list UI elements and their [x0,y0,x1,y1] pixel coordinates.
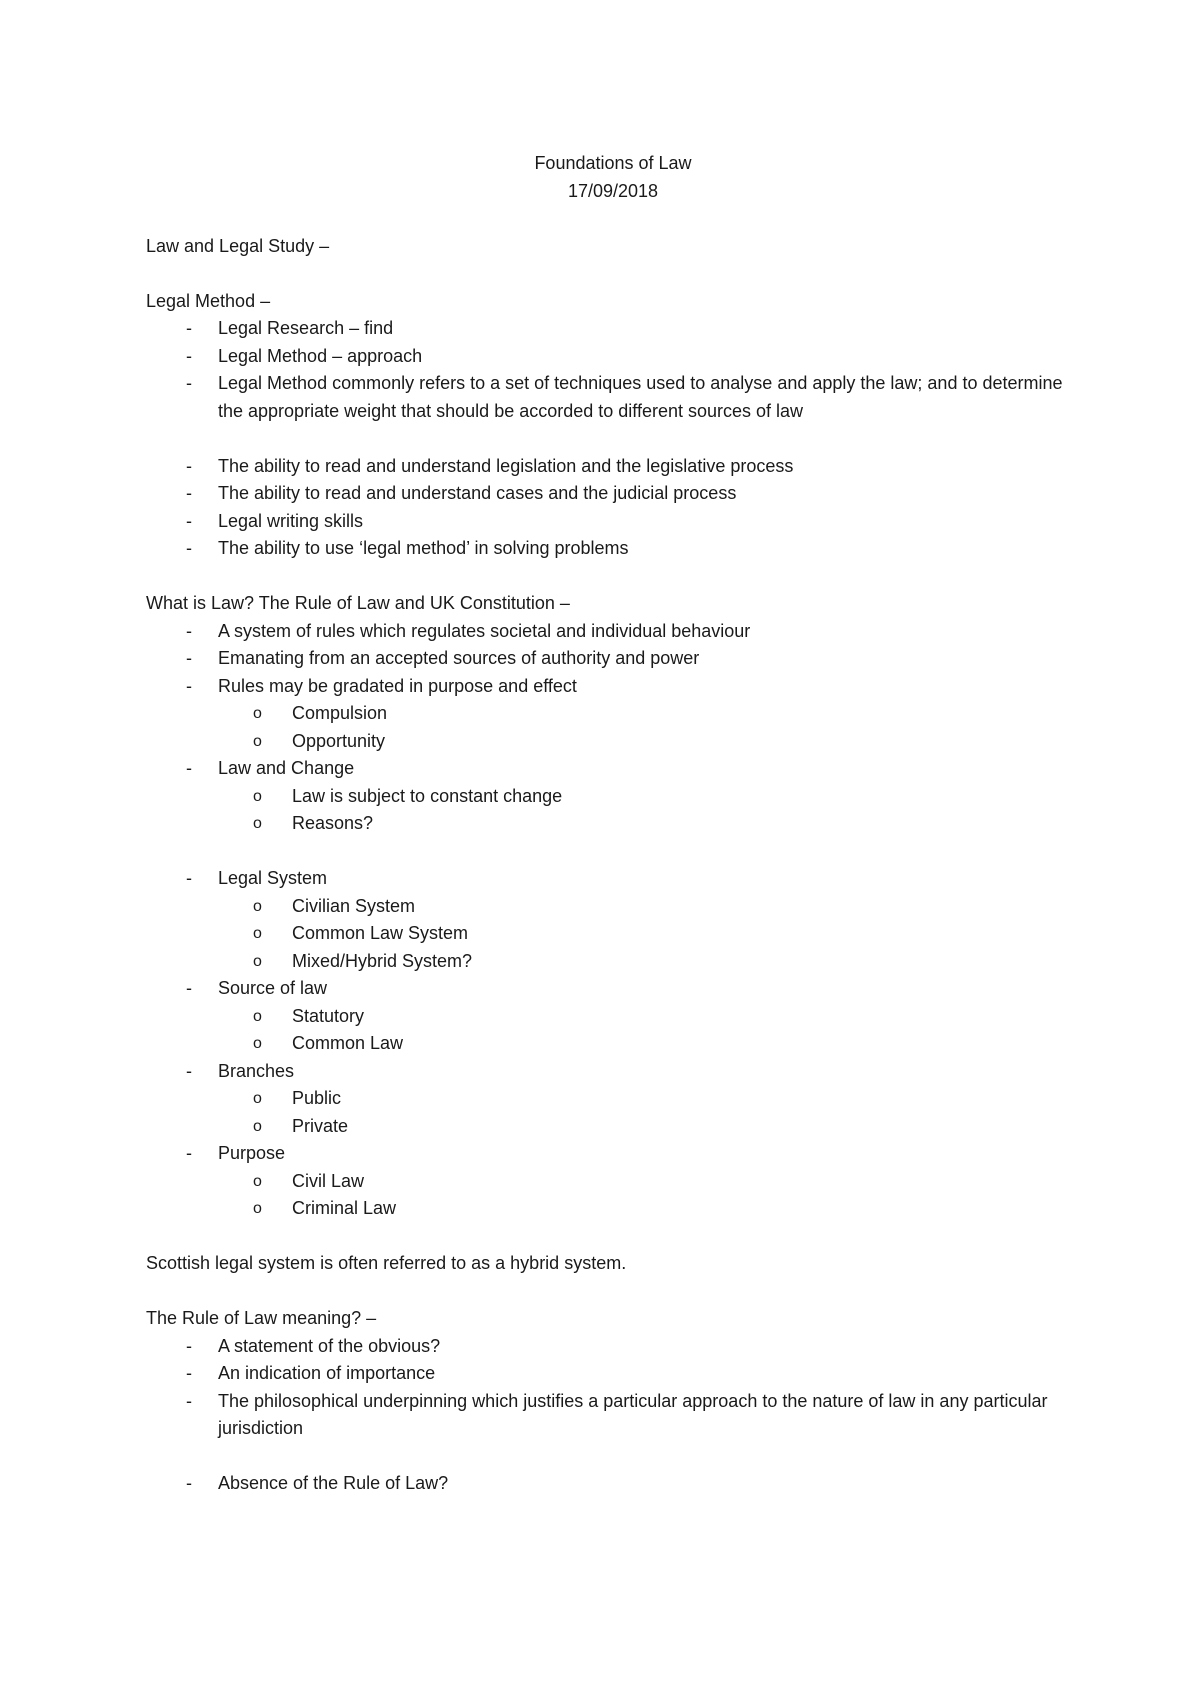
sub-list-item [146,1168,1080,1196]
sub-list-item [146,1030,1080,1058]
dash-marker: - [186,868,192,888]
sub-list-item [146,948,1080,976]
list-item-text: Legal Method commonly refers to a set of techniques used to analyse and apply the law; and to determine the appropriate weight that should be accorded to different sources of law [218,373,1063,421]
spacer [146,1278,1080,1306]
list-item-text: Legal writing skills [218,510,364,531]
dash-marker: - [186,675,192,696]
list-item [146,343,1080,371]
bullet-marker: o [253,1090,262,1107]
sub-list-item [146,700,1080,728]
list-item-text: Purpose [218,1143,286,1163]
spacer [146,1443,1080,1471]
list-item [146,508,1080,536]
sub-list-item [146,1085,1080,1113]
dash-marker: - [186,1143,192,1163]
list-item [146,673,1080,701]
list-item-text: A statement of the obvious? [218,1335,441,1356]
spacer [146,425,1080,453]
list-item [146,1140,1080,1168]
list-item [146,370,1080,425]
dash-marker: - [186,483,192,503]
sub-list-item-text: Private [292,1115,349,1136]
list-item-text: The philosophical underpinning which justifies a particular approach to the nature of law in any particular jurisdiction [218,1390,1048,1438]
spacer [146,260,1080,288]
list-item [146,1058,1080,1086]
list-item [146,453,1080,481]
spacer [146,1223,1080,1251]
bullet-marker: o [253,815,262,832]
bullet-marker: o [253,705,262,722]
sub-list-item-text: Statutory [292,1005,365,1026]
list-item-text: Legal Research – find [218,318,394,338]
list-item [146,315,1080,343]
list-item-text: An indication of importance [218,1363,436,1383]
sub-list-item-text: Civilian System [292,895,416,916]
spacer [146,205,1080,233]
dash-marker: - [186,1363,192,1383]
bullet-marker: o [253,1200,262,1217]
dash-marker: - [186,455,192,476]
list-item-text: Emanating from an accepted sources of authority and power [218,648,700,668]
list-item [146,865,1080,893]
bullet-marker: o [253,732,262,750]
dash-marker: - [186,538,192,558]
list-item-text: Rules may be gradated in purpose and effect [218,675,577,696]
list-item-text: Source of law [218,978,328,998]
list-item-text: The ability to use ‘legal method’ in solving problems [218,538,629,558]
list-item-text: Law and Change [218,758,355,778]
scottish-statement: Scottish legal system is often referred to as a hybrid system. [146,1253,627,1273]
heading-legal-method: Legal Method – [146,290,271,311]
list-item [146,1333,1080,1361]
list-item-text: Legal Method – approach [218,345,423,366]
document-date: 17/09/2018 [567,180,659,201]
dash-marker: - [186,373,192,393]
heading-what-is-law: What is Law? The Rule of Law and UK Constitution – [146,593,570,613]
dash-marker: - [186,1473,192,1493]
bullet-marker: o [253,1007,262,1025]
list-item [146,618,1080,646]
sub-list-item-text: Law is subject to constant change [292,785,563,806]
list-item [146,1388,1080,1443]
bullet-marker: o [253,925,262,942]
list-item [146,1360,1080,1388]
sub-list-item [146,1113,1080,1141]
sub-list-item-text: Reasons? [292,813,374,833]
list-item [146,645,1080,673]
list-item-text: The ability to read and understand legislation and the legislative process [218,455,794,476]
dash-marker: - [186,510,192,531]
sub-list-item [146,1003,1080,1031]
list-item [146,480,1080,508]
bullet-marker: o [253,1117,262,1135]
sub-list-item [146,1195,1080,1223]
bullet-marker: o [253,952,262,970]
list-item-text: A system of rules which regulates societal and individual behaviour [218,620,751,641]
list-item [146,1470,1080,1498]
document-title: Foundations of Law [534,153,692,173]
sub-list-item [146,728,1080,756]
list-item [146,535,1080,563]
list-item-text: The ability to read and understand cases and the judicial process [218,483,737,503]
dash-marker: - [186,1060,192,1081]
bullet-marker: o [253,787,262,805]
dash-marker: - [186,1390,192,1411]
sub-list-item-text: Common Law [292,1033,404,1053]
list-item [146,755,1080,783]
sub-list-item-text: Common Law System [292,923,469,943]
sub-list-item-text: Mixed/Hybrid System? [292,950,473,971]
dash-marker: - [186,758,192,778]
dash-marker: - [186,620,192,641]
sub-list-item [146,920,1080,948]
heading-law-legal-study: Law and Legal Study – [146,235,330,256]
list-item-text: Absence of the Rule of Law? [218,1473,449,1493]
sub-list-item-text: Compulsion [292,703,388,723]
sub-list-item [146,810,1080,838]
heading-rule-of-law: The Rule of Law meaning? – [146,1308,377,1328]
dash-marker: - [186,648,192,668]
sub-list-item-text: Public [292,1088,342,1108]
list-item [146,975,1080,1003]
spacer [146,838,1080,866]
dash-marker: - [186,978,192,998]
sub-list-item-text: Opportunity [292,730,386,751]
sub-list-item [146,893,1080,921]
sub-list-item [146,783,1080,811]
bullet-marker: o [253,1172,262,1190]
list-item-text: Branches [218,1060,295,1081]
spacer [146,563,1080,591]
dash-marker: - [186,1335,192,1356]
dash-marker: - [186,318,192,338]
sub-list-item-text: Criminal Law [292,1198,397,1218]
bullet-marker: o [253,1035,262,1052]
list-item-text: Legal System [218,868,328,888]
sub-list-item-text: Civil Law [292,1170,365,1191]
dash-marker: - [186,345,192,366]
bullet-marker: o [253,897,262,915]
